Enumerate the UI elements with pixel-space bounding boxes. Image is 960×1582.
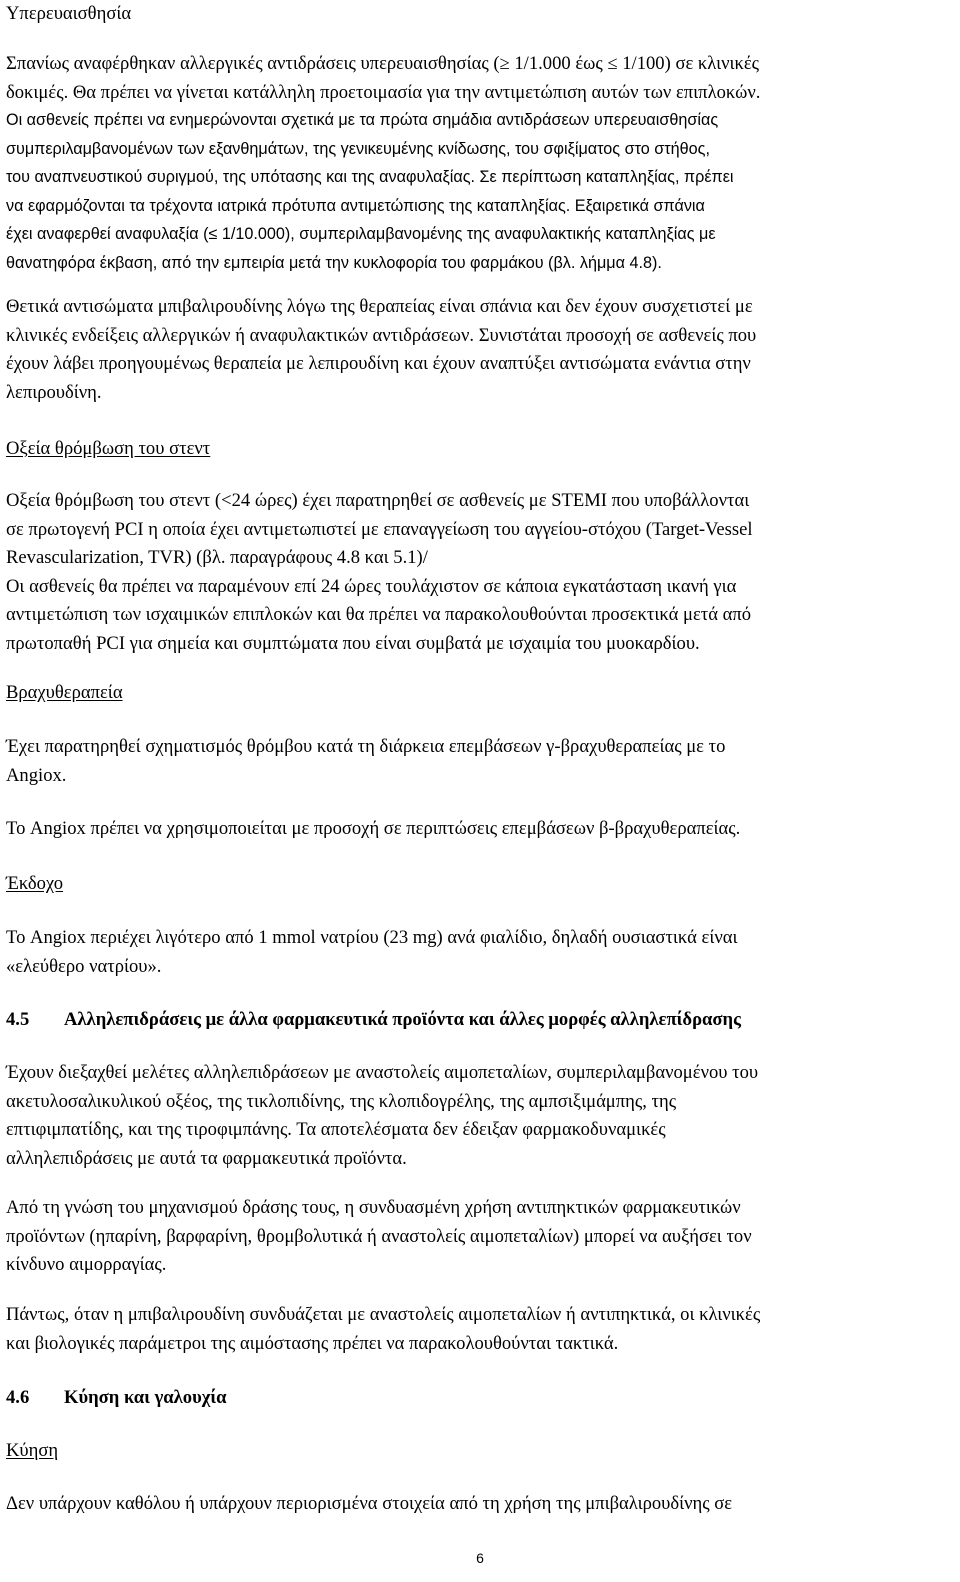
text-line: Οι ασθενείς θα πρέπει να παραμένουν επί 24 ώρες τουλάχιστον σε κάποια εγκατάσταση ικανή για (6, 575, 737, 597)
stent-section-heading (6, 435, 954, 464)
section-4-5-paragraph-3 (6, 1301, 954, 1358)
section-number: 4.6 (6, 1387, 30, 1408)
hypersensitivity-paragraph-3 (6, 293, 954, 407)
text-line: Revascularization, TVR) (βλ. παραγράφους 4.8 και 5.1)/ (6, 547, 428, 568)
text-line: θανατηφόρα έκβαση, από την εμπειρία μετά την κυκλοφορία του φαρμάκου (βλ. λήμμα 4.8). (6, 253, 662, 272)
text-line: λεπιρουδίνη. (6, 381, 102, 403)
page-number: 6 (476, 1550, 484, 1566)
section-title: Αλληλεπιδράσεις με άλλα φαρμακευτικά προϊόντα και άλλες μορφές αλληλεπίδρασης (64, 1009, 741, 1030)
text-line: αντιμετώπιση των ισχαιμικών επιπλοκών και θα πρέπει να παρακολουθούνται προσεκτικά μετά από (6, 604, 752, 625)
section-4-5-paragraph-2 (6, 1194, 954, 1280)
section-number: 4.5 (6, 1009, 30, 1030)
text-line: Θετικά αντισώματα μπιβαλιρουδίνης λόγω της θεραπείας είναι σπάνια και δεν έχουν συσχετιστεί με (6, 296, 753, 317)
text-line: του αναπνευστικού συριγμού, της υπότασης και της αναφυλαξίας. Σε περίπτωση καταπληξίας, πρέπει (6, 168, 734, 186)
text-line: συμπεριλαμβανομένων των εξανθημάτων, της γενικευμένης κνίδωσης, του σφιξίματος στο στήθος, (6, 139, 710, 158)
section-4-5-heading (6, 1006, 954, 1035)
text-line: Angiox. (6, 764, 67, 786)
text-line: Από τη γνώση του μηχανισμού δράσης τους, η συνδυασμένη χρήση αντιπηκτικών φαρμακευτικών (6, 1197, 741, 1218)
excipient-heading (6, 870, 954, 899)
text-line: Δεν υπάρχουν καθόλου ή υπάρχουν περιορισμένα στοιχεία από τη χρήση της μπιβαλιρουδίνης σε (6, 1493, 733, 1514)
hypersensitivity-title: Υπερευαισθησία (6, 3, 132, 24)
text-line: Οι ασθενείς πρέπει να ενημερώνονται σχετικά με τα πρώτα σημάδια αντιδράσεων υπερευαισθησίας (6, 111, 719, 129)
pregnancy-title: Κύηση (6, 1440, 59, 1461)
stent-title: Οξεία θρόμβωση του στεντ (6, 438, 211, 459)
text-line: σε πρωτογενή PCI η οποία έχει αντιμετωπιστεί με επαναγγείωση του αγγείου-στόχου (Target-Vessel (6, 518, 753, 540)
section-title: Κύηση και γαλουχία (64, 1387, 227, 1408)
pregnancy-paragraph (6, 1490, 954, 1519)
hypersensitivity-paragraph-1 (6, 50, 954, 107)
text-line: έχουν λάβει προηγουμένως θεραπεία με λεπιρουδίνη και έχουν αναπτύξει αντισώματα ενάντια στην (6, 353, 751, 374)
text-line: προϊόντων (ηπαρίνη, βαρφαρίνη, θρομβολυτικά ή αναστολείς αιμοπεταλίων) μπορεί να αυξήσει τον (6, 1225, 752, 1247)
text-line: «ελεύθερο νατρίου». (6, 955, 162, 977)
text-line: επτιφιμπατίδης, και της τιροφιμπάνης. Τα αποτελέσματα δεν έδειξαν φαρμακοδυναμικές (6, 1119, 666, 1140)
brachytherapy-heading (6, 679, 954, 708)
text-line: Έχουν διεξαχθεί μελέτες αλληλεπιδράσεων με αναστολείς αιμοπεταλίων, συμπεριλαμβανομένου του (6, 1062, 759, 1083)
pregnancy-subheading (6, 1437, 954, 1466)
brachytherapy-paragraph-1 (6, 733, 954, 790)
text-line: και βιολογικές παράμετροι της αιμόστασης πρέπει να παρακολουθούνται τακτικά. (6, 1332, 619, 1354)
stent-paragraph (6, 487, 954, 658)
text-line: Το Angiox περιέχει λιγότερο από 1 mmol νατρίου (23 mg) ανά φιαλίδιο, δηλαδή ουσιαστικά είναι (6, 927, 738, 948)
text-line: πρωτοπαθή PCI για σημεία και συμπτώματα που είναι συμβατά με ισχαιμία του μυοκαρδίου. (6, 632, 700, 654)
text-line: να εφαρμόζονται τα τρέχοντα ιατρικά πρότυπα αντιμετώπισης της καταπληξίας. Εξαιρετικά σπάνια (6, 196, 705, 215)
text-line: Το Angiox πρέπει να χρησιμοποιείται με προσοχή σε περιπτώσεις επεμβάσεων β-βραχυθεραπείας. (6, 818, 741, 839)
text-line: Έχει παρατηρηθεί σχηματισμός θρόμβου κατά τη διάρκεια επεμβάσεων γ-βραχυθεραπείας με το (6, 736, 726, 757)
hypersensitivity-section (6, 0, 954, 29)
text-line: ακετυλοσαλικυλικού οξέος, της τικλοπιδίνης, της κλοπιδογρέλης, της αμπσιξιμάμπης, της (6, 1090, 677, 1112)
text-line: Οξεία θρόμβωση του στεντ (<24 ώρες) έχει παρατηρηθεί σε ασθενείς με STEMI που υποβάλλονται (6, 490, 750, 511)
text-line: δοκιμές. Θα πρέπει να γίνεται κατάλληλη προετοιμασία για την αντιμετώπιση αυτών των επιπλοκών. (6, 81, 761, 103)
section-4-6-heading (6, 1384, 954, 1413)
excipient-paragraph (6, 924, 954, 981)
brachytherapy-title: Βραχυθεραπεία (6, 682, 123, 703)
brachytherapy-paragraph-2 (6, 815, 954, 844)
excipient-title: Έκδοχο (6, 873, 64, 894)
text-line: κίνδυνο αιμορραγίας. (6, 1254, 167, 1275)
hypersensitivity-paragraph-2 (6, 106, 954, 277)
text-line: Σπανίως αναφέρθηκαν αλλεργικές αντιδράσεις υπερευαισθησίας (≥ 1/1.000 έως ≤ 1/100) σε κλινικές (6, 53, 760, 74)
text-line: κλινικές ενδείξεις αλλεργικών ή αναφυλακτικών αντιδράσεων. Συνιστάται προσοχή σε ασθενείς που (6, 324, 757, 346)
section-4-5-paragraph-1 (6, 1059, 954, 1173)
text-line: αλληλεπιδράσεις με αυτά τα φαρμακευτικά προϊόντα. (6, 1147, 407, 1169)
text-line: έχει αναφερθεί αναφυλαξία (≤ 1/10.000), συμπεριλαμβανομένης της αναφυλακτικής καταπληξίας με (6, 225, 716, 243)
text-line: Πάντως, όταν η μπιβαλιρουδίνη συνδυάζεται με αναστολείς αιμοπεταλίων ή αντιπηκτικά, οι κλινικές (6, 1304, 761, 1325)
